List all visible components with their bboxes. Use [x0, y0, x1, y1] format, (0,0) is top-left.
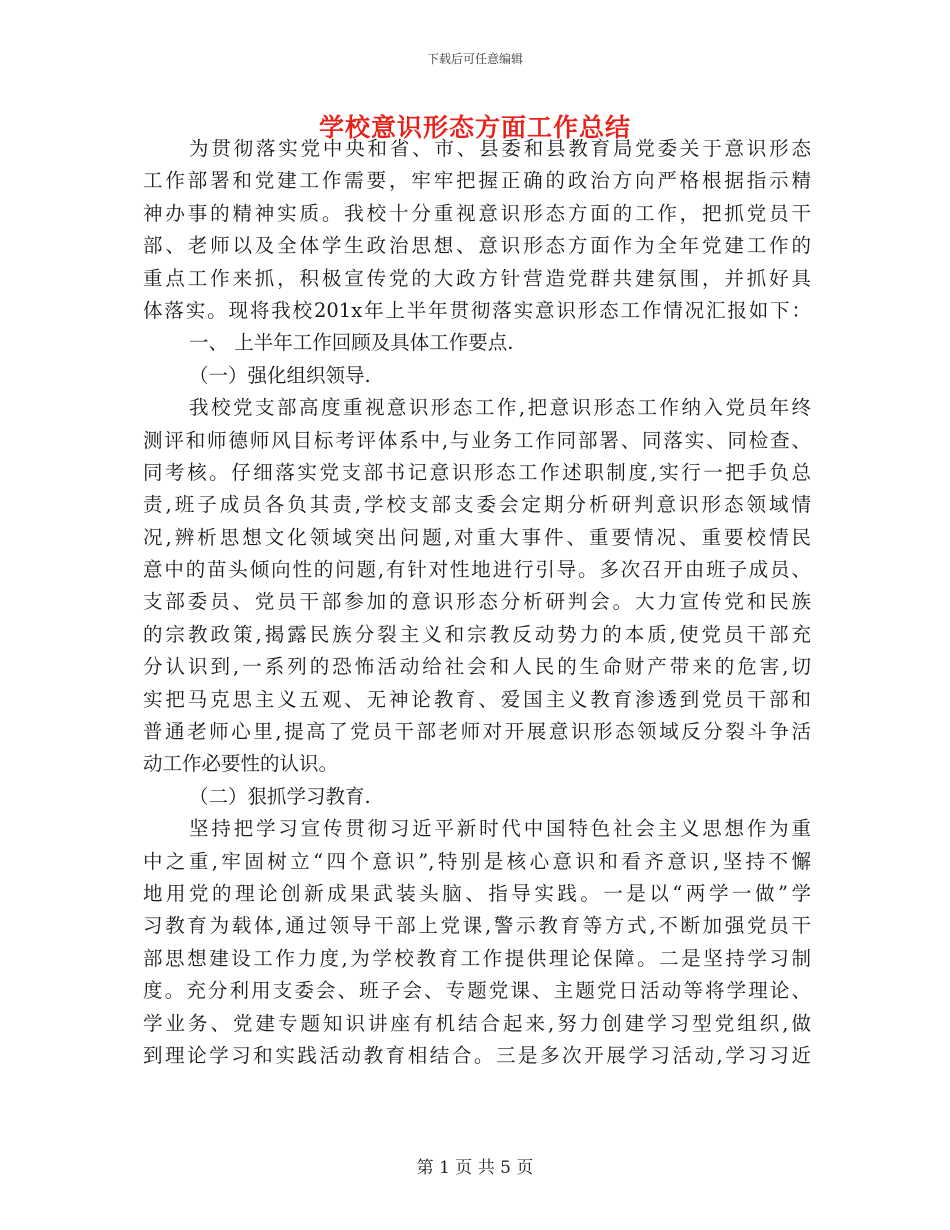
text-line: 部思想建设工作力度,为学校教育工作提供理论保障。二是坚持学习制 — [143, 946, 811, 970]
text-line: 体落实。现将我校201x年上半年贯彻落实意识形态工作情况汇报如下： — [143, 298, 811, 322]
text-line: 度。充分利用支委会、班子会、专题党课、主题党日活动等将学理论、 — [143, 979, 811, 1003]
text-line: 支部委员、党员干部参加的意识形态分析研判会。大力宣传党和民族 — [143, 590, 811, 614]
text-line: 意中的苗头倾向性的问题,有针对性地进行引导。多次召开由班子成员、 — [143, 558, 811, 582]
text-line: 神办事的精神实质。我校十分重视意识形态方面的工作，把抓党员干 — [143, 201, 811, 225]
text-line: 测评和师德师风目标考评体系中,与业务工作同部署、同落实、同检查、 — [143, 428, 811, 452]
text-line: 部、老师以及全体学生政治思想、意识形态方面作为全年党建工作的 — [143, 234, 811, 258]
text-line: 坚持把学习宣传贯彻习近平新时代中国特色社会主义思想作为重 — [189, 817, 811, 841]
text-line: 况,辨析思想文化领域突出问题,对重大事件、重要情况、重要校情民 — [143, 525, 811, 549]
text-line: 实把马克思主义五观、无神论教育、爱国主义教育渗透到党员干部和 — [143, 687, 811, 711]
text-line: 动工作必要性的认识。 — [143, 752, 339, 776]
text-line: 我校党支部高度重视意识形态工作,把意识形态工作纳入党员年终 — [189, 396, 811, 420]
text-line: 普通老师心里,提高了党员干部老师对开展意识形态领域反分裂斗争活 — [143, 720, 811, 744]
text-line: 责,班子成员各负其责,学校支部支委会定期分析研判意识形态领域情 — [143, 493, 811, 517]
text-line: 一、 上半年工作回顾及具体工作要点. — [189, 331, 514, 355]
text-line: （一）强化组织领导. — [189, 363, 371, 387]
text-line: 工作部署和党建工作需要，牢牢把握正确的政治方向严格根据指示精 — [143, 169, 811, 193]
text-line: 到理论学习和实践活动教育相结合。三是多次开展学习活动,学习习近 — [143, 1043, 811, 1067]
text-line: 的宗教政策,揭露民族分裂主义和宗教反动势力的本质,使党员干部充 — [143, 622, 811, 646]
document-title: 学校意识形态方面工作总结 — [318, 113, 631, 142]
text-line: 地用党的理论创新成果武装头脑、指导实践。一是以“两学一做”学 — [143, 881, 811, 905]
text-line: 为贯彻落实党中央和省、市、县委和县教育局党委关于意识形态 — [189, 137, 811, 160]
text-line: 分认识到,一系列的恐怖活动给社会和人民的生命财产带来的危害,切 — [143, 655, 811, 679]
text-line: 习教育为载体,通过领导干部上党课,警示教育等方式,不断加强党员干 — [143, 914, 811, 938]
text-line: 学业务、党建专题知识讲座有机结合起来,努力创建学习型党组织,做 — [143, 1011, 811, 1035]
page-header-note: 下载后可任意编辑 — [426, 52, 523, 66]
text-line: 同考核。仔细落实党支部书记意识形态工作述职制度,实行一把手负总 — [143, 460, 811, 484]
document-body — [143, 133, 811, 1072]
text-line: 中之重,牢固树立“四个意识”,特别是核心意识和看齐意识,坚持不懈 — [143, 849, 811, 873]
text-line: 重点工作来抓，积极宣传党的大政方针营造党群共建氛围，并抓好具 — [143, 266, 811, 290]
page-footer-number: 第 1 页 共 5 页 — [416, 1158, 534, 1178]
text-line: （二）狠抓学习教育. — [189, 784, 371, 808]
